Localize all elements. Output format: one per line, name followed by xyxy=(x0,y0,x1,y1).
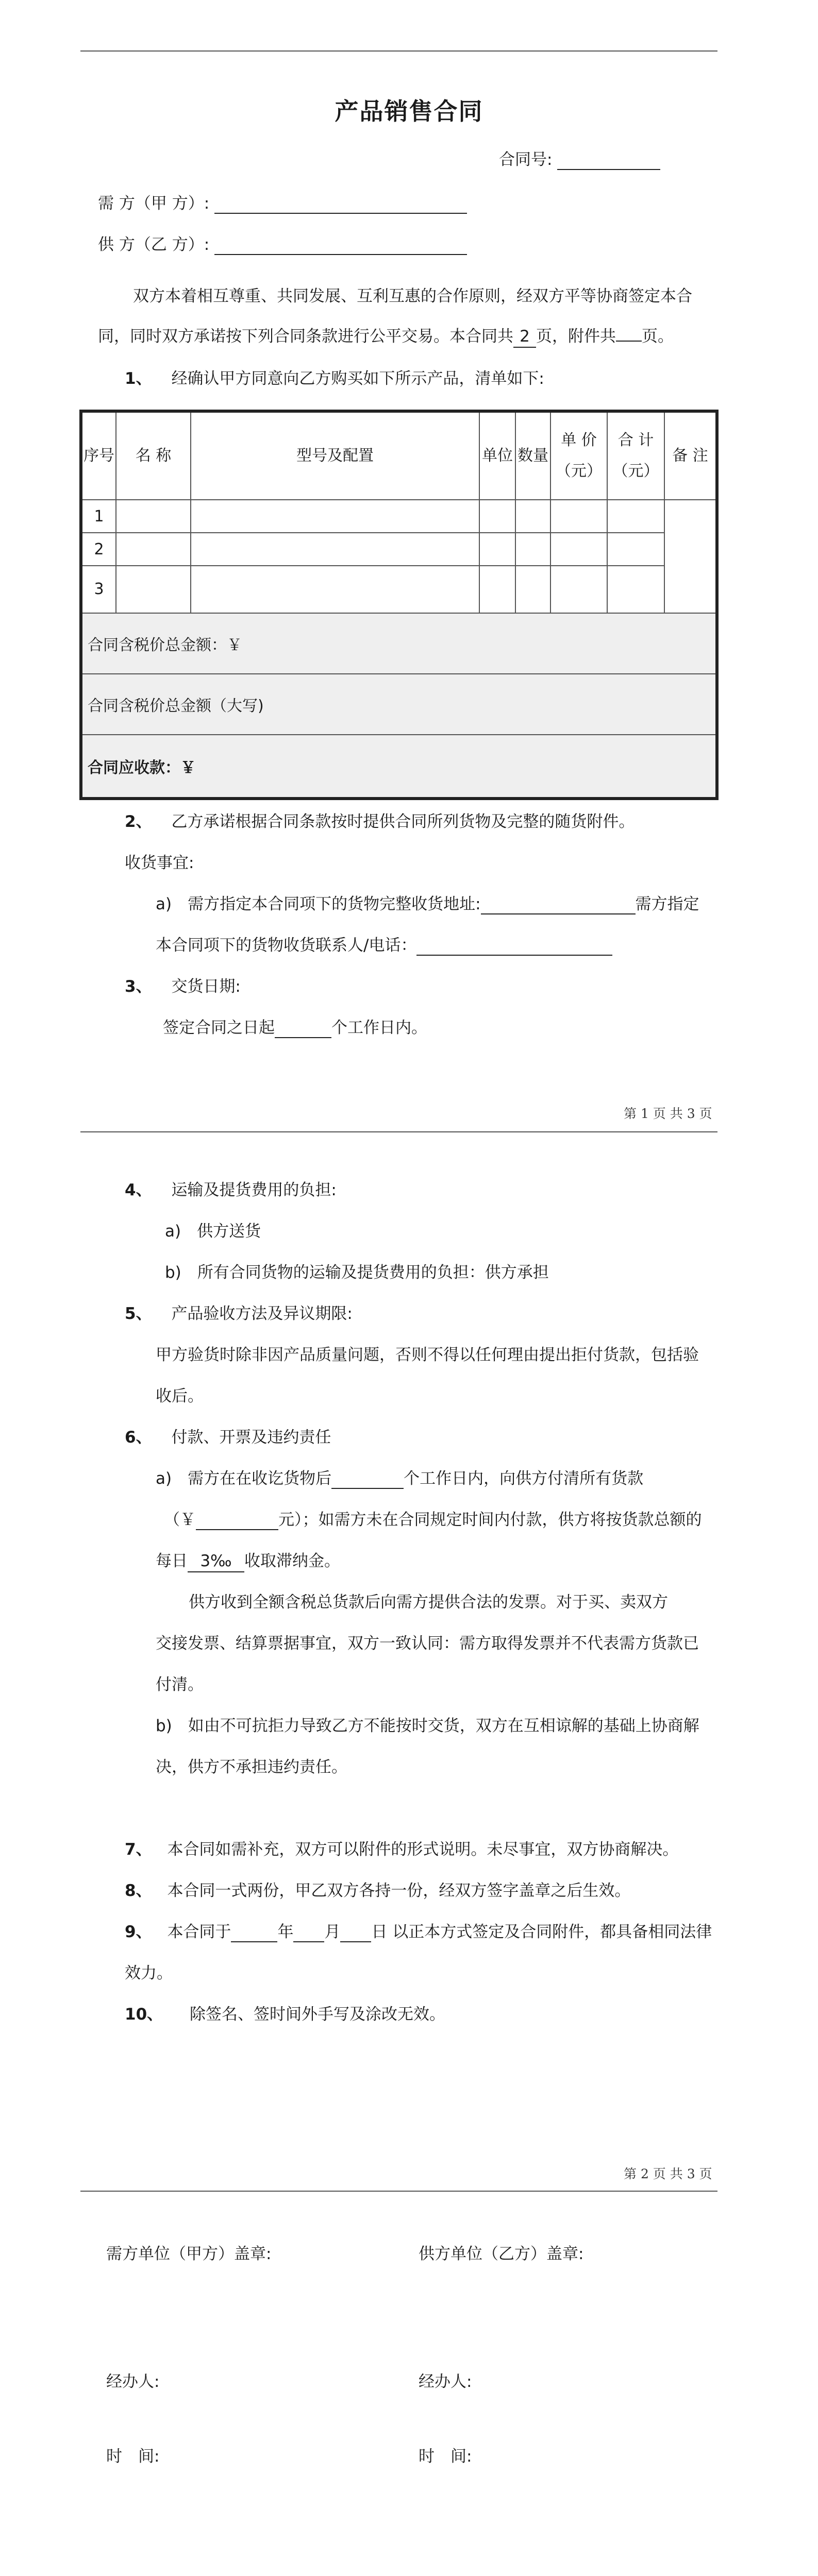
section-4 xyxy=(125,1180,337,1200)
payment-days-a: a) 需方在在收讫货物后 xyxy=(156,1469,332,1488)
section-9-day: 日 以正本方式签定及合同附件，都具备相同法律 xyxy=(371,1923,712,1941)
row-1-unit[interactable] xyxy=(480,500,516,533)
sign-day-field[interactable] xyxy=(340,1924,371,1942)
section-10-text: 除签名、签时间外手写及涂改无效。 xyxy=(190,2005,445,2024)
row-3-name[interactable] xyxy=(116,566,191,614)
buyer-time-label: 时 间: xyxy=(106,2447,160,2466)
intro-text-a: 同，同时双方承诺按下列合同条款进行公平交易。本合同共 xyxy=(98,327,513,346)
sum-tax-row xyxy=(82,614,715,674)
late-fee-rate: 3‰ xyxy=(188,1551,244,1572)
section-9-line-2: 效力。 xyxy=(125,1964,173,1982)
section-7-number: 7、 xyxy=(125,1840,152,1859)
payment-days-field[interactable] xyxy=(331,1470,404,1489)
header-model: 型号及配置 xyxy=(191,413,480,500)
page-1-footer: 第 1 页 共 3 页 xyxy=(624,1106,712,1121)
row-2-unit[interactable] xyxy=(480,533,516,566)
page1-bottom-rule xyxy=(80,1131,717,1132)
buyer-seal-label: 需方单位（甲方）盖章: xyxy=(106,2245,272,2263)
sum-tax-upper-row xyxy=(82,674,715,735)
row-3-unit[interactable] xyxy=(480,566,516,614)
row-2-total[interactable] xyxy=(608,533,665,566)
row-3-seq: 3 xyxy=(82,566,116,614)
payment-amount-field[interactable] xyxy=(196,1512,278,1530)
seller-row xyxy=(98,234,467,255)
section-5 xyxy=(125,1303,353,1324)
section-6 xyxy=(125,1427,331,1448)
contract-number-label: 合同号: xyxy=(499,150,553,169)
section-10-number: 10、 xyxy=(125,2005,163,2024)
payment-amount-b: 元）；如需方未在合同规定时间内付款，供方将按货款总额的 xyxy=(278,1511,702,1529)
header-qty: 数量 xyxy=(516,413,551,500)
intro-text-c: 页。 xyxy=(642,327,674,346)
seller-name-field[interactable] xyxy=(214,236,467,255)
force-majeure-line-2: 决，供方不承担违约责任。 xyxy=(156,1758,347,1776)
contract-title: 产品销售合同 xyxy=(335,97,483,125)
intro-line-2 xyxy=(98,326,674,348)
section-2-text: 乙方承诺根据合同条款按时提供合同所列货物及完整的随货附件。 xyxy=(171,812,635,831)
contract-number-row xyxy=(499,149,660,170)
sum-tax-label: 合同含税价总金额：￥ xyxy=(88,636,242,654)
delivery-days-field[interactable] xyxy=(275,1020,331,1038)
section-6-number: 6、 xyxy=(125,1428,152,1447)
section-9-month: 月 xyxy=(324,1923,341,1941)
delivery-days-a: 签定合同之日起 xyxy=(163,1019,275,1037)
sum-tax-upper-label: 合同含税价总金额（大写) xyxy=(88,697,264,715)
seller-label: 供 方（乙 方）: xyxy=(98,235,210,254)
payment-amount-a: （￥ xyxy=(164,1511,196,1529)
header-name: 名 称 xyxy=(116,413,191,500)
seller-seal-label: 供方单位（乙方）盖章: xyxy=(419,2245,584,2263)
intro-attachment-pages-field[interactable] xyxy=(616,341,642,342)
delivery-days-row xyxy=(163,1018,427,1038)
header-seq: 序号 xyxy=(82,413,116,500)
section-5-line-2: 收后。 xyxy=(156,1387,204,1405)
row-2-seq: 2 xyxy=(82,533,116,566)
section-8-text: 本合同一式两份，甲乙双方各持一份，经双方签字盖章之后生效。 xyxy=(167,1882,631,1900)
section-5-text: 产品验收方法及异议期限: xyxy=(171,1304,353,1323)
row-1-price[interactable] xyxy=(551,500,608,533)
product-table xyxy=(79,410,719,800)
header-unit: 单位 xyxy=(480,413,516,500)
force-majeure-line-1: b) 如由不可抗拒力导致乙方不能按时交货，双方在互相谅解的基础上协商解 xyxy=(156,1717,699,1735)
buyer-agent-label: 经办人: xyxy=(106,2372,160,2391)
receipt-address-row xyxy=(156,894,699,914)
row-1-total[interactable] xyxy=(608,500,665,533)
section-3 xyxy=(125,976,241,997)
section-3-text: 交货日期: xyxy=(171,977,241,996)
row-2-qty[interactable] xyxy=(516,533,551,566)
late-fee-b: 收取滞纳金。 xyxy=(244,1552,340,1570)
buyer-row xyxy=(98,193,467,214)
page-2-footer: 第 2 页 共 3 页 xyxy=(624,2166,712,2181)
page1-top-rule xyxy=(80,50,717,52)
payment-amount-row xyxy=(164,1510,702,1530)
intro-text-b: 页，附件共 xyxy=(536,327,616,346)
remark-merged-cell[interactable] xyxy=(665,500,715,614)
header-total: 合 计（元） xyxy=(608,413,665,500)
receipt-address-tail: 需方指定 xyxy=(635,895,699,913)
receivable-row xyxy=(82,735,715,797)
row-3-total[interactable] xyxy=(608,566,665,614)
section-2 xyxy=(125,811,635,832)
section-2-number: 2、 xyxy=(125,812,152,831)
section-8 xyxy=(125,1880,630,1901)
sign-month-field[interactable] xyxy=(293,1924,324,1942)
section-8-number: 8、 xyxy=(125,1882,152,1900)
section-9-text-a: 本合同于 xyxy=(167,1923,231,1941)
payment-days-row xyxy=(156,1468,643,1489)
header-remark: 备 注 xyxy=(665,413,715,500)
page2-bottom-rule xyxy=(80,2191,717,2192)
late-fee-a: 每日 xyxy=(156,1552,188,1570)
row-3-qty[interactable] xyxy=(516,566,551,614)
row-2-price[interactable] xyxy=(551,533,608,566)
row-3-price[interactable] xyxy=(551,566,608,614)
section-1-text: 经确认甲方同意向乙方购买如下所示产品，清单如下: xyxy=(171,369,544,388)
section-7 xyxy=(125,1839,678,1860)
seller-time-label: 时 间: xyxy=(419,2447,472,2466)
row-1-seq: 1 xyxy=(82,500,116,533)
row-3-model[interactable] xyxy=(191,566,480,614)
receipt-address-label: a) 需方指定本合同项下的货物完整收货地址: xyxy=(156,895,481,913)
buyer-name-field[interactable] xyxy=(214,195,467,214)
row-1-name[interactable] xyxy=(116,500,191,533)
late-fee-row xyxy=(156,1551,340,1572)
row-2-model[interactable] xyxy=(191,533,480,566)
header-price: 单 价（元） xyxy=(551,413,608,500)
row-2-name[interactable] xyxy=(116,533,191,566)
invoice-line-2: 交接发票、结算票据事宜，双方一致认同：需方取得发票并不代表需方货款已 xyxy=(156,1634,699,1653)
delivery-days-b: 个工作日内。 xyxy=(331,1019,427,1037)
section-9 xyxy=(125,1922,712,1942)
receipt-address-field[interactable] xyxy=(481,896,636,914)
buyer-label: 需 方（甲 方）: xyxy=(98,194,210,213)
receipt-contact-label: 本合同项下的货物收货联系人/电话： xyxy=(156,936,417,955)
section-7-text: 本合同如需补充，双方可以附件的形式说明。未尽事宜，双方协商解决。 xyxy=(167,1840,679,1859)
seller-agent-label: 经办人: xyxy=(419,2372,472,2391)
section-9-number: 9、 xyxy=(125,1923,152,1941)
receivable-label: 合同应收款：￥ xyxy=(88,759,196,777)
row-1-model[interactable] xyxy=(191,500,480,533)
receipt-title: 收货事宜: xyxy=(125,854,194,872)
section-4-b: b) 所有合同货物的运输及提货费用的负担：供方承担 xyxy=(165,1263,549,1282)
invoice-line-3: 付清。 xyxy=(156,1675,204,1694)
section-4-number: 4、 xyxy=(125,1181,152,1199)
sign-year-field[interactable] xyxy=(231,1924,277,1942)
section-4-text: 运输及提货费用的负担: xyxy=(171,1181,337,1199)
contract-number-field[interactable] xyxy=(557,151,660,170)
section-1 xyxy=(125,368,544,389)
section-4-a: a) 供方送货 xyxy=(165,1222,261,1241)
row-1-qty[interactable] xyxy=(516,500,551,533)
section-10 xyxy=(125,2004,445,2025)
section-6-text: 付款、开票及违约责任 xyxy=(171,1428,331,1447)
section-5-line-1: 甲方验货时除非因产品质量问题，否则不得以任何理由提出拒付货款，包括验 xyxy=(156,1346,699,1364)
section-3-number: 3、 xyxy=(125,977,152,996)
intro-line-1: 双方本着相互尊重、共同发展、互利互惠的合作原则，经双方平等协商签定本合 xyxy=(133,287,692,306)
section-5-number: 5、 xyxy=(125,1304,152,1323)
section-1-number: 1、 xyxy=(125,369,152,388)
section-9-year: 年 xyxy=(277,1923,294,1941)
payment-days-b: 个工作日内，向供方付清所有货款 xyxy=(404,1469,644,1488)
invoice-line-1: 供方收到全额含税总货款后向需方提供合法的发票。对于买、卖双方 xyxy=(189,1593,668,1612)
receipt-contact-row xyxy=(156,935,612,956)
receipt-contact-field[interactable] xyxy=(416,937,612,956)
intro-pages-value: 2 xyxy=(513,326,536,348)
